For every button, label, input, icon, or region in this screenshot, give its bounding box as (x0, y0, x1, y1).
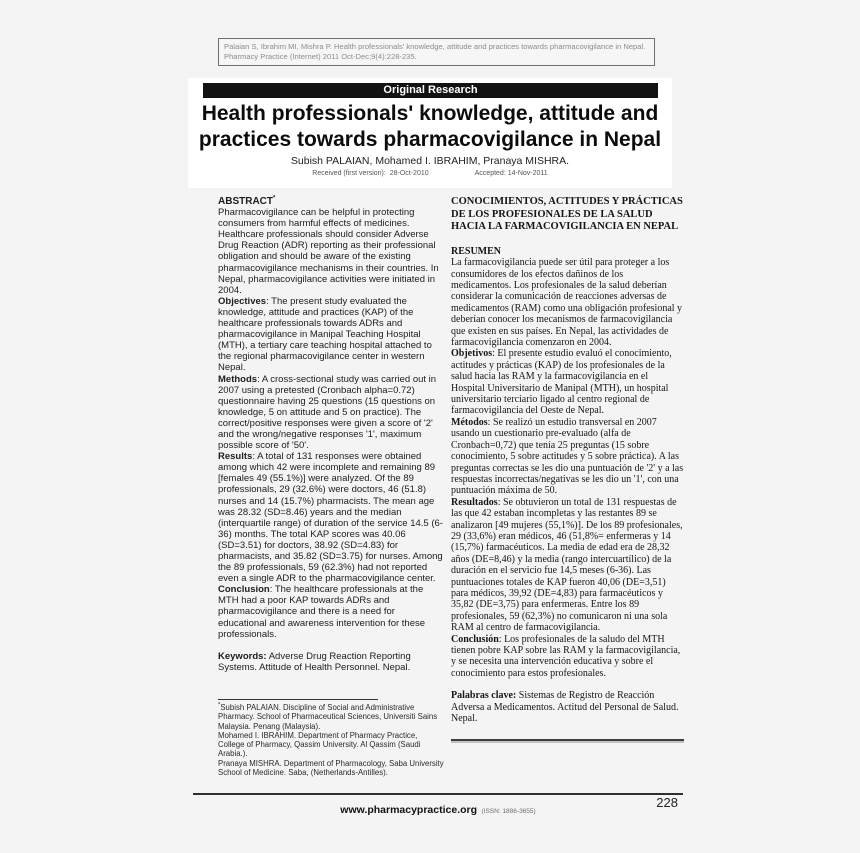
title-line-2: practices towards pharmacovigilance in Nepal (198, 128, 662, 151)
received-value: 28-Oct-2010 (389, 170, 429, 177)
resumen-metodos (451, 417, 684, 497)
journal-issn: (ISSN: 1886-3655) (481, 808, 536, 815)
footnote-marker: * (273, 195, 276, 202)
resumen-conclusion (451, 634, 684, 680)
resumen-palabras (451, 690, 684, 724)
footnote-author-2: Mohamed I. IBRAHIM. Department of Pharmacy Practice, College of Pharmacy, Qassim University. Al Qassim (Saudi Arabia.). (218, 730, 421, 759)
objetivos-text: : El presente estudio evaluó el conocimiento, actitudes y prácticas (KAP) de los profesionales de la salud hacia las RAM y la farmacovigilancia en el Hospital Universitario de Manipal (MTH), un hospital universitario terciario ligado al centro regional de farmacovigilancia del Oeste de Nepal. (451, 348, 672, 417)
page-number: 228 (656, 795, 678, 810)
abstract-column (218, 196, 445, 777)
accepted-label: Accepted: (474, 170, 506, 177)
results-label: Results (218, 451, 253, 463)
resumen-column (451, 196, 684, 741)
objectives-label: Objectives (218, 295, 267, 307)
conclusion-es-label: Conclusión (451, 633, 499, 645)
resumen-objetivos (451, 348, 684, 416)
resultados-text: : Se obtuvieron un total de 131 respuestas de las que 42 estaban incompletas y las restantes 89 se analizaron [49 mujeres (55,1%)]. De los 89 profesionales, 29 (33,6%) eran médicos, 46 (51,8%= enfermeras y 14 (15,7%) farmacéuticos. La media de edad era de 28,32 años (DE=8,46) y la media (rango intercuartílico) de la duración en el servicio fue 14,5 meses (6-36). Las puntuaciones totales de KAP fueron 40,06 (DE=3,51) para médicos, 39,92 (DE=4,83) para farmacéuticos y 35,82 (DE=3,75) para enfermeras. Entre los 89 profesionales, 59 (62,3%) no comunicaron ni una sola RAM al centro de farmacovigilancia. (451, 496, 683, 634)
dates-line (188, 170, 672, 177)
citation-box (218, 38, 655, 66)
palabras-text: Sistemas de Registro de Reacción Adversa a Medicamentos. Actitud del Personal de Salud. Nepal. (451, 690, 679, 725)
abstract-heading (218, 196, 445, 207)
citation-text: Palaian S, Ibrahim MI, Mishra P. Health professionals' knowledge, attitude and practices towards pharmacovigilance in Nepal. Pharmacy Practice (Internet) 2011 Oct-Dec;9(4):228-235. (224, 42, 646, 61)
keywords-text: Adverse Drug Reaction Reporting Systems. Attitude of Health Personnel. Nepal. (218, 650, 411, 673)
abstract-objectives (218, 296, 445, 374)
objetivos-label: Objetivos (451, 348, 493, 360)
footnote-author-1 (218, 703, 445, 731)
abstract-conclusion (218, 584, 445, 639)
conclusion-label: Conclusion (218, 584, 270, 596)
abstract-intro: Pharmacovigilance can be helpful in protecting consumers from harmful effects of medicines. Healthcare professionals should consider Adverse Drug Reaction (ADR) reporting as their professional obligation and should be aware of the existing pharmacovigilance mechanisms in their countries. In Nepal, pharmacovigilance activities were initiated in 2004. (218, 207, 439, 296)
accepted-date (475, 170, 548, 177)
results-text: : A total of 131 responses were obtained among which 42 were incomplete and remaining 89 [females 49 (55.1%)] were analyzed. Of the 89 professionals, 29 (32.6%) were doctors, 46 (51.8) nurses and 14 (15.7%) pharmacists. The mean age was 28.32 (SD=8.46) years and the median (interquartile range) of duration of the service 14.5 (6-36) months. The total KAP scores was 40.06 (SD=3.51) for doctors, 38.92 (SD=4.83) for pharmacists, and 35.82 (SD=3.75) for nurses. Among the 89 professionals, 59 (62.3%) had not reported even a single ADR to the pharmacovigilance center. (218, 451, 443, 585)
keywords-label: Keywords: (218, 650, 267, 662)
resumen-resultados (451, 497, 684, 634)
abstract-heading-text: ABSTRACT (218, 196, 273, 207)
received-label: Received (first version): (312, 170, 386, 177)
conclusion-text: : The healthcare professionals at the MTH had a poor KAP towards ADRs and pharmacovigilance and there is a need for educational and awareness intervention for these professionals. (218, 584, 426, 640)
methods-text: : A cross-sectional study was carried out in 2007 using a pretested (Cronbach alpha=0.72) questionnaire having 25 questions (15 questions on knowledge, 5 on attitude and 5 on practice). The correct/positive responses were given a score of '2' and the wrong/negative responses '1', maximum possible score of '50'. (218, 373, 437, 452)
resumen-title: CONOCIMIENTOS, ACTITUDES Y PRÁCTICAS DE LOS PROFESIONALES DE LA SALUD HACIA LA FARMACOVIGILANCIA EN NEPAL (451, 196, 683, 233)
title-line-1: Health professionals' knowledge, attitude and (201, 102, 659, 125)
abstract-results (218, 451, 445, 584)
received-date (312, 170, 428, 177)
resumen-end-rule (451, 739, 684, 741)
section-banner (203, 83, 658, 98)
article-header (188, 78, 672, 188)
page-title (188, 101, 672, 153)
abstract-keywords (218, 651, 445, 673)
objectives-text: : The present study evaluated the knowledge, attitude and practices (KAP) of the healthcare professionals towards ADRs and pharmacovigilance in Manipal Teaching Hospital (MTH), a tertiary care teaching hospital attached to the regional pharmacovigilance center in western Nepal. (218, 295, 432, 374)
conclusion-es-text: : Los profesionales de la saludo del MTH tienen pobre KAP sobre las RAM y la farmacovigilancia, y se necesita una intervención educativa y sobre el conocimiento para estos profesionales. (451, 633, 681, 679)
palabras-label: Palabras clave: (451, 690, 517, 702)
resultados-label: Resultados (451, 496, 498, 508)
abstract-methods (218, 374, 445, 452)
resumen-heading: RESUMEN (451, 245, 502, 257)
metodos-text: : Se realizó un estudio transversal en 2007 usando un cuestionario pre-evaluado (alfa de Cronbach=0,72) que tenía 25 preguntas (15 sobre conocimiento, 5 sobre actitudes y 5 sobre práctica). A las preguntas correctas se les dio una puntuación de '2' y a las respuestas incorrectas/negativas se les dio un '1', con una puntuación máxima de 50. (451, 416, 684, 497)
author-footnotes (218, 700, 445, 777)
authors-line: Subish PALAIAN, Mohamed I. IBRAHIM, Pranaya MISHRA. (290, 155, 570, 167)
methods-label: Methods (218, 373, 258, 385)
resumen-intro: La farmacovigilancia puede ser útil para proteger a los consumidores de los efectos dañinos de los medicamentos. Los profesionales de la salud deberían considerar la comunicación de reacciones adversas de medicamentos (RAM) como una obligación profesional y deberían conocer los mecanismos de farmacovigilancia que existen en sus países. En Nepal, las actividades de farmacovigilancia comenzaron en 2004. (451, 257, 683, 349)
metodos-label: Métodos (451, 416, 488, 428)
accepted-value: 14-Nov-2011 (507, 170, 548, 177)
footnote-author-3: Pranaya MISHRA. Department of Pharmacology, Saba University School of Medicine. Saba, (Netherlands-Antilles). (218, 758, 444, 778)
footnote-author-1-text: Subish PALAIAN. Discipline of Social and Administrative Pharmacy. School of Pharmaceutical Sciences, Universiti Sains Malaysia. Penang (Malaysia). (218, 702, 438, 731)
section-banner-label: Original Research (383, 84, 478, 96)
journal-url: www.pharmacypractice.org (340, 804, 478, 816)
footnote-asterisk: * (218, 702, 221, 709)
